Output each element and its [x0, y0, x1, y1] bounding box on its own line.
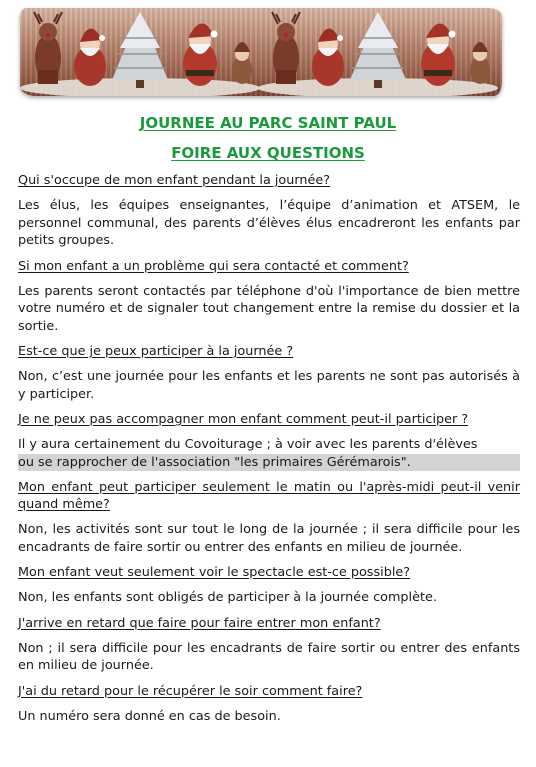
faq-answer-1: Les élus, les équipes enseignantes, l’équipe d’animation et ATSEM, le personnel communal, des parents d’élèves élus encadreront les enfants par petits groupes. — [18, 198, 520, 248]
faq-answer-4-line1: Il y aura certainement du Covoiturage ; à voir avec les parents d'élèves — [18, 437, 478, 452]
faq-list — [18, 172, 520, 733]
faq-answer-2: Les parents seront contactés par téléphone d'où l'importance de bien mettre votre numéro et de signaler tout changement entre la remise du dossier et la sortie. — [18, 283, 520, 334]
faq-question-1: Qui s'occupe de mon enfant pendant la journée? — [18, 173, 331, 188]
christmas-banner — [20, 8, 502, 96]
faq-question-3: Est-ce que je peux participer à la journée ? — [18, 344, 294, 359]
faq-question-6: Mon enfant veut seulement voir le spectacle est-ce possible? — [18, 565, 411, 580]
faq-question-5: Mon enfant peut participer seulement le matin ou l'après-midi peut-il venir quand même? — [18, 480, 520, 512]
faq-answer-5: Non, les activités sont sur tout le long de la journée ; il sera difficile pour les encadrants de faire sortir ou entrer des enfants en milieu de journée. — [18, 522, 520, 555]
faq-answer-6: Non, les enfants sont obligés de participer à la journée complète. — [18, 590, 437, 605]
faq-answer-3: Non, c’est une journée pour les enfants et les parents ne sont pas autorisés à y participer. — [18, 369, 520, 402]
faq-answer-7: Non ; il sera difficile pour les encadrants de faire sortir ou entrer des enfants en milieu de journée. — [18, 640, 520, 673]
page-subtitle: FOIRE AUX QUESTIONS — [171, 144, 365, 162]
faq-question-4: Je ne peux pas accompagner mon enfant comment peut-il participer ? — [18, 412, 469, 427]
faq-answer-8: Un numéro sera donné en cas de besoin. — [18, 708, 281, 724]
christmas-banner-illustration — [20, 8, 502, 96]
faq-question-8: J'ai du retard pour le récupérer le soir comment faire? — [18, 683, 363, 699]
faq-question-2: Si mon enfant a un problème qui sera contacté et comment? — [18, 258, 409, 274]
faq-answer-4 — [18, 436, 520, 471]
page-title: JOURNEE AU PARC SAINT PAUL — [139, 114, 397, 132]
faq-question-7: J'arrive en retard que faire pour faire entrer mon enfant? — [18, 615, 381, 631]
faq-answer-4-highlight: ou se rapprocher de l'association "les primaires Gérémarois". — [18, 454, 520, 472]
